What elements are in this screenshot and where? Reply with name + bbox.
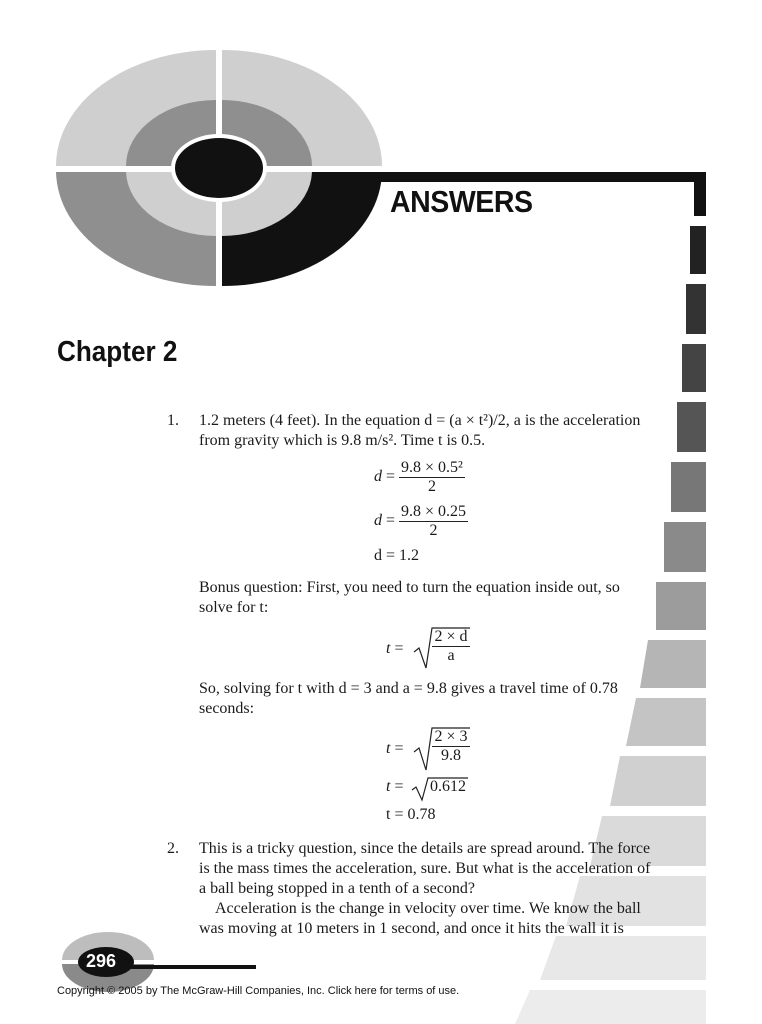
equation: t = (386, 740, 404, 757)
stepped-bars (515, 172, 706, 1024)
equation: 0.612 (430, 778, 466, 795)
answer-text: Acceleration is the change in velocity over time. We know the ball (215, 900, 641, 917)
numerator: 9.8 × 0.25 (401, 503, 467, 520)
numerator: 2 × d (432, 628, 470, 647)
answer-text: a ball being stopped in a tenth of a second? (199, 880, 475, 897)
page-title: ANSWERS (390, 184, 533, 219)
equation (432, 728, 470, 765)
answer-text: Bonus question: First, you need to turn the equation inside out, so (199, 579, 620, 596)
equation: t = (386, 778, 404, 795)
page-number: 296 (86, 951, 117, 971)
denominator: 9.8 (441, 747, 461, 764)
equation: d = $\frac{\text{9.8 × 0.5²}}{2}$ (374, 459, 463, 495)
answer-text: was moving at 10 meters in 1 second, and once it hits the wall it is (199, 920, 624, 937)
equation (432, 628, 470, 665)
question-number: 2. (167, 840, 179, 857)
chapter-logo (56, 50, 382, 286)
answer-text: This is a tricky question, since the details are spread around. The force (199, 840, 651, 857)
denominator: 2 (429, 522, 438, 539)
answer-text: is the mass times the acceleration, sure. But what is the acceleration of (199, 860, 651, 877)
copyright-link[interactable]: Copyright © 2005 by The McGraw-Hill Companies, Inc. Click here for terms of use. (57, 985, 460, 997)
answer-text: solve for t: (199, 599, 269, 616)
numerator: 2 × 3 (432, 728, 470, 747)
answer-text: So, solving for t with d = 3 and a = 9.8 gives a travel time of 0.78 (199, 680, 618, 697)
equation: t = (386, 640, 404, 657)
denominator: 2 (427, 478, 436, 495)
equation: d = $\frac{9.8 \times 0.25}{2}$ (374, 503, 467, 539)
equation: t = 0.78 (386, 806, 436, 823)
question-number: 1. (167, 412, 179, 429)
answer-text: from gravity which is 9.8 m/s². Time t is 0.5. (199, 432, 486, 449)
numerator: 9.8 × 0.5² (401, 459, 463, 476)
answer-text: seconds: (199, 700, 255, 717)
equation: d = 1.2 (374, 547, 420, 564)
chapter-heading: Chapter 2 (57, 336, 178, 368)
denominator: a (447, 647, 455, 664)
answer-text: 1.2 meters (4 feet). In the equation d = (a × t²)/2, a is the acceleration (199, 412, 641, 429)
